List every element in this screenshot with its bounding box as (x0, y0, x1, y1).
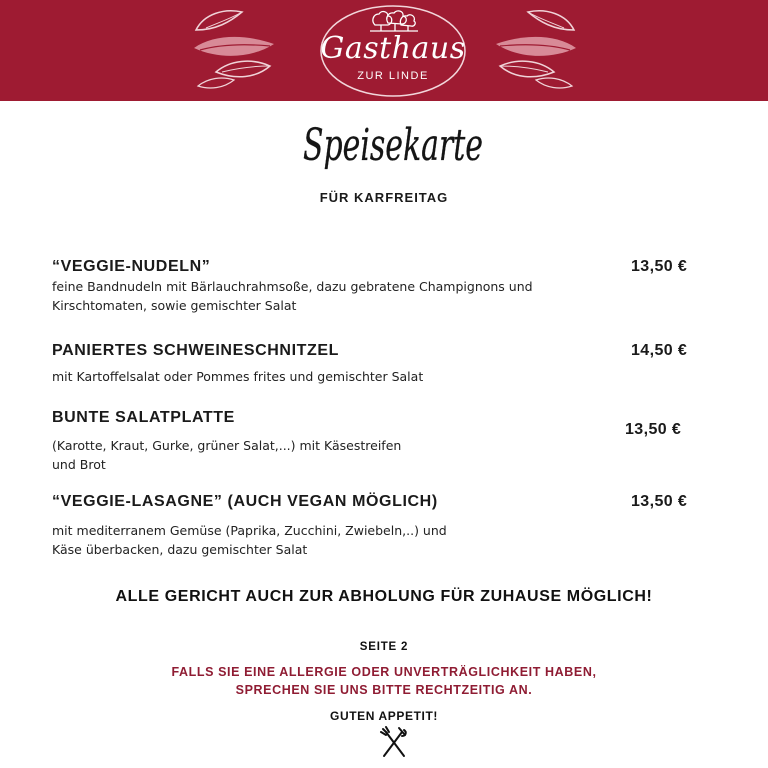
leaves-left-icon (186, 0, 282, 101)
dish-price-veggie-lasagne: 13,50 € (631, 493, 688, 510)
menu-title-text: Speisekarte (303, 120, 483, 171)
description-line: und Brot (52, 457, 106, 472)
logo-subtitle: ZUR LINDE (357, 70, 429, 82)
dish-description-salatplatte (52, 436, 401, 474)
leaves-right-icon (488, 0, 584, 101)
takeaway-notice: ALLE GERICHT AUCH ZUR ABHOLUNG FÜR ZUHAUSE MÖGLICH! (115, 588, 653, 605)
dish-price-veggie-nudeln: 13,50 € (631, 258, 688, 275)
allergy-notice (0, 663, 768, 699)
dish-description-veggie-lasagne (52, 521, 447, 559)
description-line: Kirschtomaten, sowie gemischter Salat (52, 298, 297, 313)
dish-name-veggie-lasagne: “VEGGIE-LASAGNE” (AUCH VEGAN MÖGLICH) (52, 493, 438, 510)
dish-description-schweineschnitzel (52, 367, 423, 386)
description-line: Käse überbacken, dazu gemischter Salat (52, 542, 308, 557)
allergy-line-2: SPRECHEN SIE UNS BITTE RECHTZEITIG AN. (235, 683, 533, 697)
closing-message: GUTEN APPETIT! (330, 709, 438, 723)
dish-name-veggie-nudeln: “VEGGIE-NUDELN” (52, 258, 211, 275)
menu-title (298, 112, 488, 178)
description-line: mit Kartoffelsalat oder Pommes frites und gemischter Salat (52, 369, 424, 384)
allergy-line-1: FALLS SIE EINE ALLERGIE ODER UNVERTRÄGLICHKEIT HABEN, (171, 665, 597, 679)
page-label: SEITE 2 (359, 641, 409, 653)
logo-name: Gasthaus (320, 31, 466, 66)
menu-subtitle: FÜR KARFREITAG (319, 190, 449, 205)
dish-name-salatplatte: BUNTE SALATPLATTE (52, 409, 235, 426)
dish-name-schweineschnitzel: PANIERTES SCHWEINESCHNITZEL (52, 342, 340, 359)
description-line: mit mediterranem Gemüse (Paprika, Zucchini, Zwiebeln,..) und (52, 523, 447, 538)
logo[interactable] (318, 3, 468, 99)
dish-description-veggie-nudeln (52, 277, 533, 315)
dish-price-salatplatte: 13,50 € (625, 421, 682, 438)
dish-price-schweineschnitzel: 14,50 € (631, 342, 688, 359)
cutlery-icon (380, 726, 408, 758)
header-banner (0, 0, 768, 101)
description-line: (Karotte, Kraut, Gurke, grüner Salat,...) mit Käsestreifen (52, 438, 402, 453)
description-line: feine Bandnudeln mit Bärlauchrahmsoße, dazu gebratene Champignons und (52, 279, 533, 294)
